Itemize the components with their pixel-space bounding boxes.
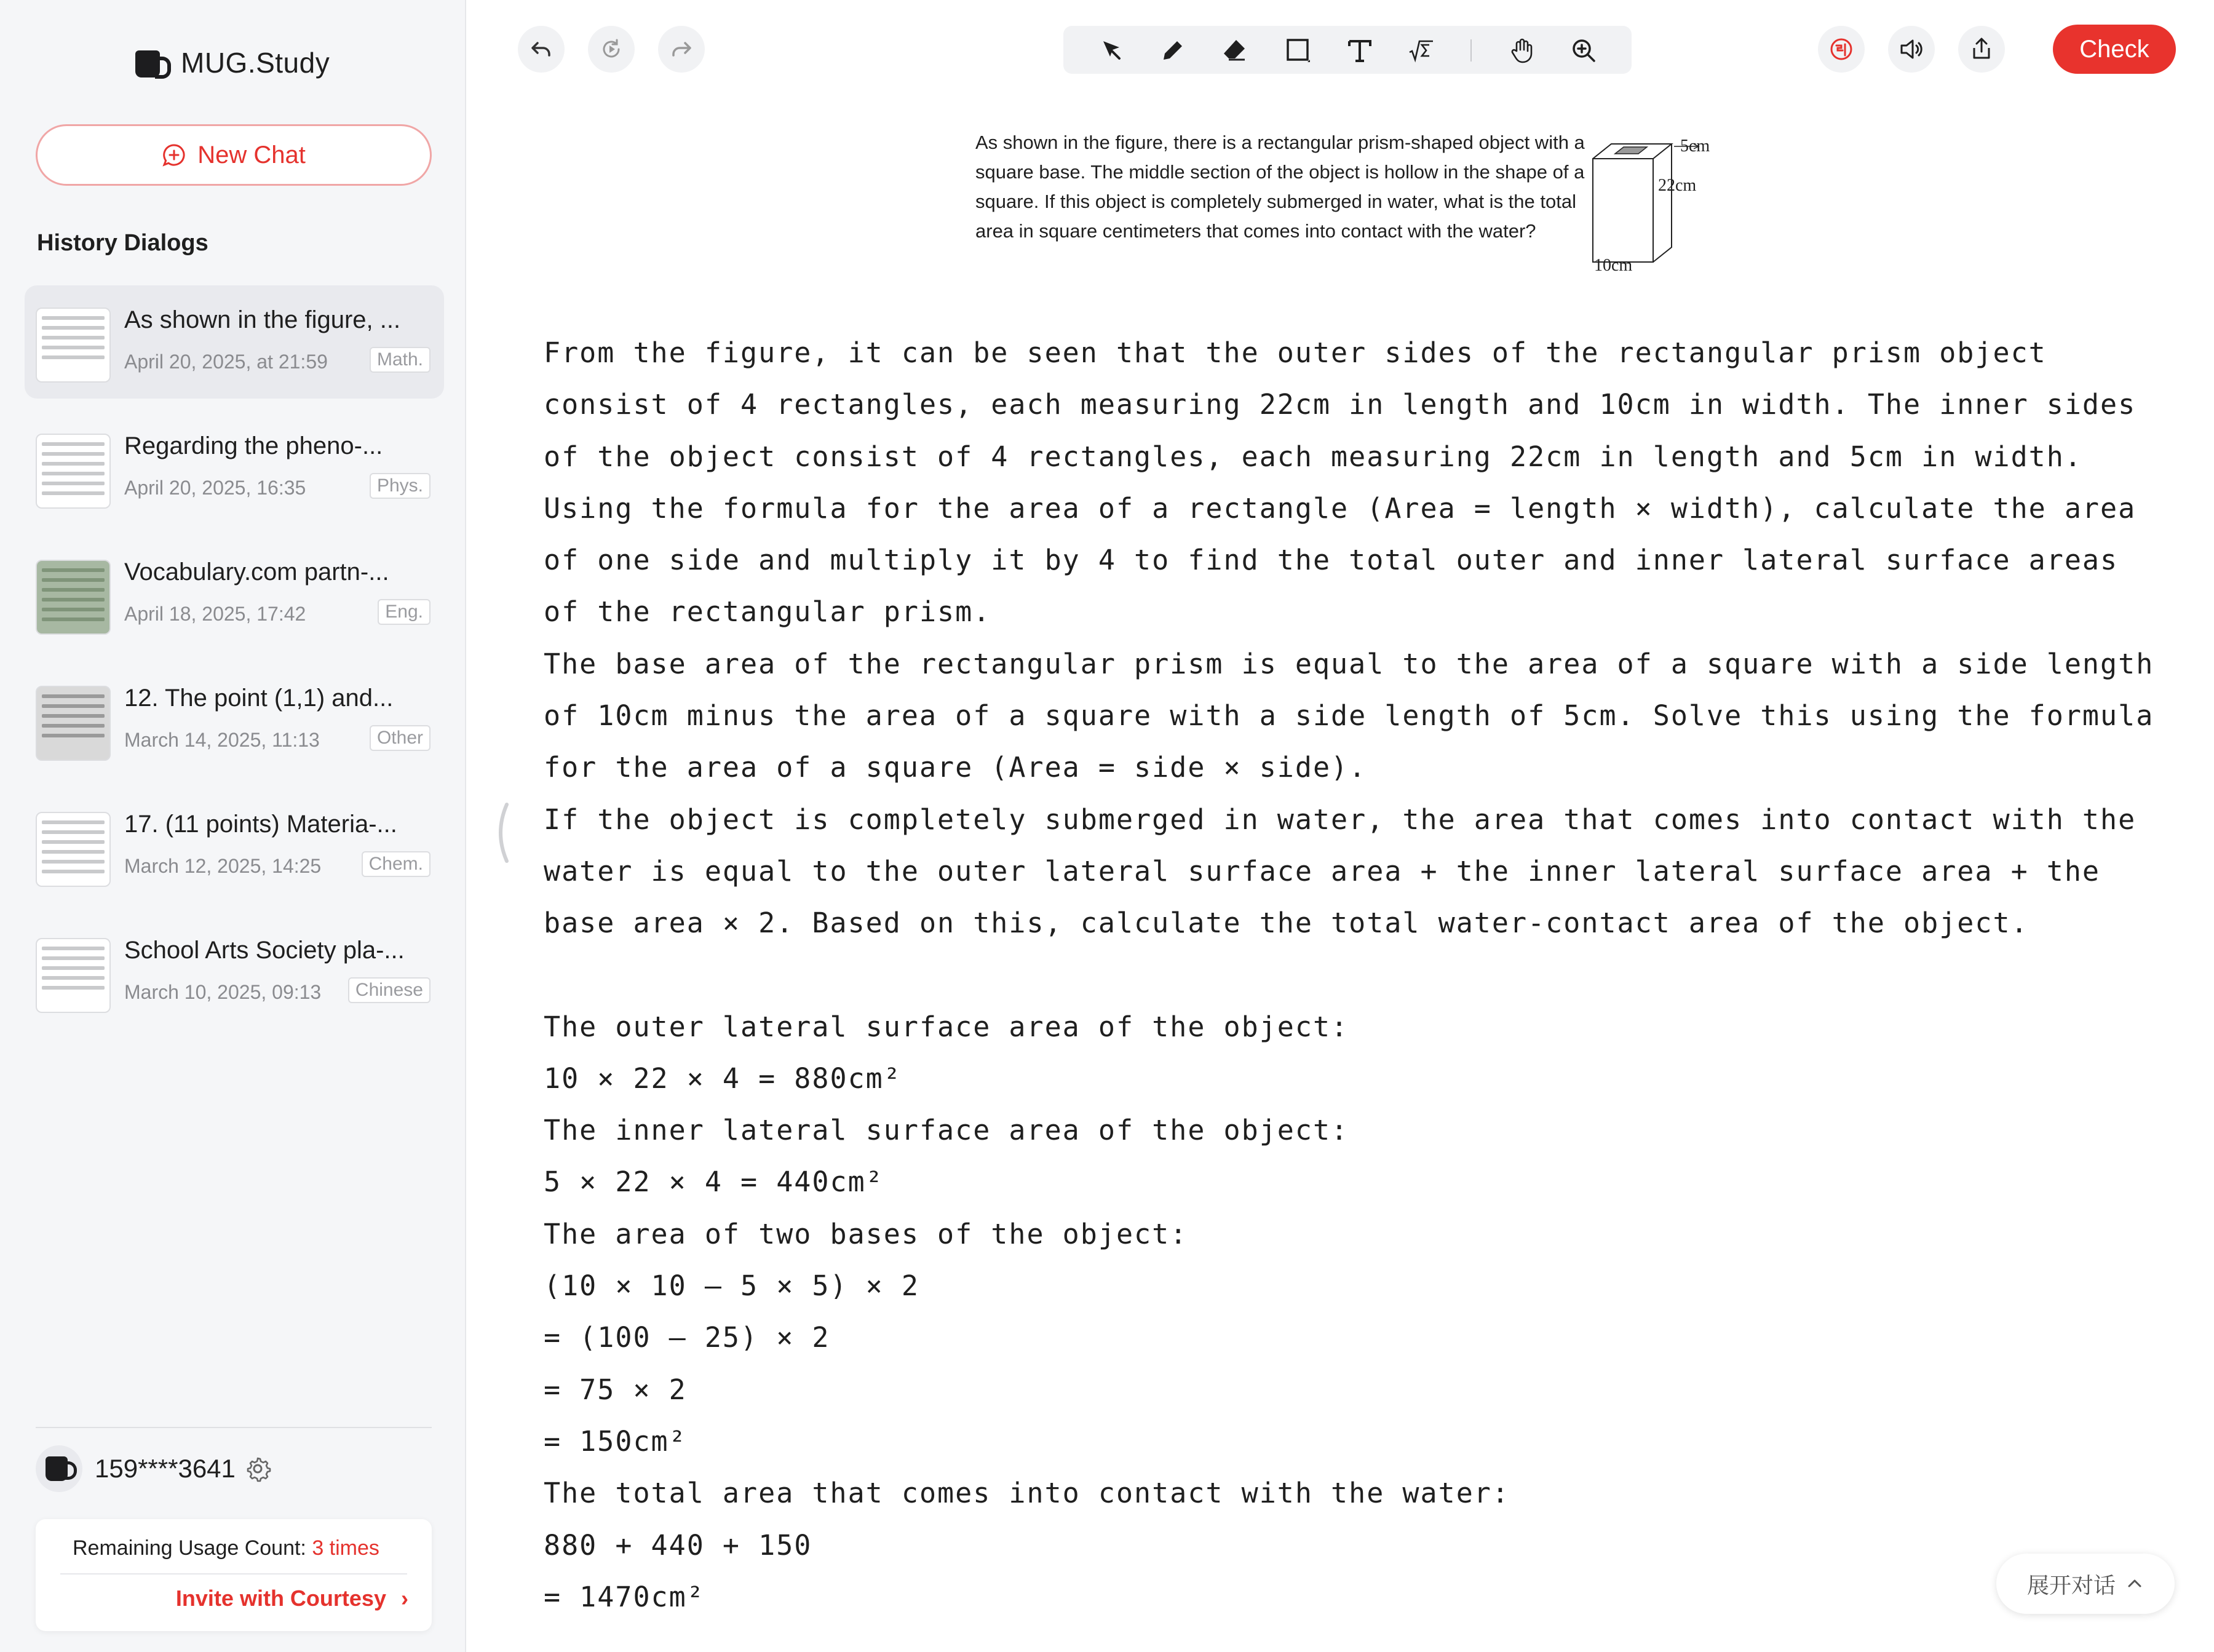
- chevron-up-icon: [2125, 1575, 2144, 1593]
- replay-button[interactable]: [588, 26, 635, 73]
- history-list: [25, 285, 444, 1042]
- pointer-tool[interactable]: [1094, 33, 1129, 68]
- eraser-icon: [1220, 36, 1248, 65]
- history-item-date: April 20, 2025, at 21:59: [124, 351, 328, 373]
- answer-line: = (100 — 25) × 2: [544, 1321, 830, 1354]
- history-thumbnail: [36, 434, 111, 509]
- answer-line: The area of two bases of the object:: [544, 1217, 1188, 1250]
- problem-text: As shown in the figure, there is a rectangular prism-shaped object with a square base. The middle section of the object is hollow in the shape of a square. If this object is completely submerged in water, what is the total area in square centimeters that comes into contact with the water?: [975, 132, 1585, 242]
- replay-icon: [599, 37, 624, 62]
- answer-line: = 75 × 2: [544, 1373, 687, 1406]
- answer-line: The outer lateral surface area of the object:: [544, 1010, 1349, 1043]
- history-item-tag: Eng.: [378, 599, 430, 625]
- text-icon: [1346, 36, 1374, 65]
- history-thumbnail: [36, 686, 111, 761]
- history-thumbnail: [36, 308, 111, 383]
- sidebar: [0, 0, 466, 1652]
- rectangle-tool[interactable]: [1281, 33, 1315, 68]
- history-item-tag: Math.: [370, 347, 430, 373]
- answer-paragraph: From the figure, it can be seen that the outer sides of the rectangular prism object consist of 4 rectangles, each measuring 22cm in length and 10cm in width. The inner sides of the object consist of 4 rectangles, each measuring 22cm in length and 5cm in width. Using the formula for the area of a rectangle (Area = length × width), calculate the area of one side and multiply it by 4 to find the total outer and inner lateral surface areas of the rectangular prism.: [544, 336, 2137, 629]
- check-button[interactable]: Check: [2053, 25, 2176, 74]
- undo-icon: [529, 37, 554, 62]
- history-item-date: March 10, 2025, 09:13: [124, 981, 322, 1003]
- answer-line: The total area that comes into contact with the water:: [544, 1477, 1510, 1510]
- zoom-in-icon: [1569, 36, 1598, 65]
- figure-label-top: 5cm: [1680, 137, 1710, 156]
- chat-plus-icon: [162, 143, 186, 167]
- avatar[interactable]: [36, 1445, 82, 1492]
- sidebar-divider: [36, 1427, 432, 1428]
- history-item[interactable]: [25, 790, 444, 903]
- usage-card: [36, 1519, 432, 1631]
- usage-label: Remaining Usage Count:: [73, 1536, 312, 1560]
- pencil-icon: [1159, 36, 1187, 65]
- text-tool[interactable]: [1343, 33, 1377, 68]
- answer-paragraph: The base area of the rectangular prism is equal to the area of a square with a side length of 10cm minus the area of a square with a side length of 5cm. Solve this using the formula for the area of a square (Area = side × side).: [544, 647, 2154, 784]
- collapse-bracket-icon[interactable]: [492, 802, 510, 864]
- formula-tool[interactable]: [1404, 33, 1438, 68]
- history-item-date: April 20, 2025, 16:35: [124, 477, 306, 499]
- brand-name: MUG.Study: [181, 47, 330, 79]
- history-title: History Dialogs: [37, 230, 208, 256]
- toolbar-divider: [1470, 39, 1472, 62]
- answer-line: 10 × 22 × 4 = 880cm²: [544, 1062, 902, 1095]
- redo-button[interactable]: [658, 26, 705, 73]
- eraser-tool[interactable]: [1217, 33, 1252, 68]
- history-item-date: March 12, 2025, 14:25: [124, 855, 322, 877]
- chevron-right-icon: ›: [401, 1586, 408, 1611]
- hand-tool[interactable]: [1505, 33, 1539, 68]
- share-button[interactable]: [1958, 26, 2005, 73]
- figure-label-base: 10cm: [1594, 256, 1633, 275]
- rectangle-icon: [1284, 36, 1312, 65]
- citation-icon: [1828, 36, 1855, 63]
- history-thumbnail: [36, 560, 111, 635]
- history-item[interactable]: [25, 916, 444, 1029]
- gear-icon[interactable]: [244, 1455, 271, 1482]
- expand-dialog-label: 展开对话: [2026, 1572, 2116, 1598]
- prism-figure: [1588, 137, 1736, 278]
- history-item[interactable]: [25, 538, 444, 651]
- history-item-title: Vocabulary.com partn-...: [124, 558, 389, 586]
- formula-icon: [1407, 36, 1435, 65]
- history-item-title: School Arts Society pla-...: [124, 937, 405, 964]
- brand[interactable]: [128, 38, 330, 87]
- speaker-icon: [1898, 36, 1925, 63]
- answer-paragraph: If the object is completely submerged in water, the area that comes into contact with the water is equal to the outer lateral surface area + the inner lateral surface area + the base area × 2. Based on this, calculate the total water-contact area of the object.: [544, 803, 2137, 940]
- history-item-date: April 18, 2025, 17:42: [124, 603, 306, 625]
- history-item-tag: Chem.: [362, 851, 430, 877]
- zoom-tool[interactable]: [1566, 33, 1601, 68]
- invite-label: Invite with Courtesy: [175, 1586, 386, 1611]
- history-item-title: 12. The point (1,1) and...: [124, 685, 394, 712]
- expand-dialog-button[interactable]: [1996, 1554, 2175, 1614]
- redo-icon: [669, 37, 694, 62]
- citation-button[interactable]: [1818, 26, 1865, 73]
- invite-link[interactable]: [176, 1586, 408, 1611]
- answer-body: [544, 327, 2167, 1623]
- answer-line: 5 × 22 × 4 = 440cm²: [544, 1166, 884, 1199]
- history-item-tag: Chinese: [348, 977, 430, 1003]
- history-item-title: 17. (11 points) Materia-...: [124, 811, 397, 838]
- history-thumbnail: [36, 938, 111, 1013]
- answer-line: = 1470cm²: [544, 1580, 705, 1613]
- hand-icon: [1508, 36, 1536, 65]
- share-icon: [1968, 36, 1995, 63]
- figure-label-height: 22cm: [1658, 176, 1697, 195]
- history-item[interactable]: [25, 664, 444, 777]
- usage-divider: [60, 1573, 407, 1575]
- new-chat-label: New Chat: [197, 141, 306, 169]
- usage-count: 3 times: [312, 1536, 379, 1560]
- usage-line: [73, 1536, 379, 1560]
- history-item-title: As shown in the figure, ...: [124, 306, 401, 333]
- history-item[interactable]: [25, 411, 444, 525]
- history-item[interactable]: [25, 285, 444, 399]
- drawing-toolbar: [1063, 26, 1632, 74]
- answer-line: 880 + 440 + 150: [544, 1528, 812, 1562]
- history-thumbnail: [36, 812, 111, 887]
- user-phone: 159****3641: [95, 1454, 236, 1483]
- user-row: [36, 1444, 271, 1493]
- new-chat-button[interactable]: [36, 124, 432, 186]
- speaker-button[interactable]: [1888, 26, 1935, 73]
- undo-button[interactable]: [518, 26, 565, 73]
- pointer-icon: [1097, 36, 1125, 65]
- mug-logo-icon: [128, 41, 172, 85]
- answer-line: = 150cm²: [544, 1424, 687, 1458]
- history-item-date: March 14, 2025, 11:13: [124, 729, 320, 751]
- history-item-tag: Other: [370, 725, 430, 751]
- answer-line: (10 × 10 — 5 × 5) × 2: [544, 1269, 919, 1303]
- history-item-title: Regarding the pheno-...: [124, 432, 383, 459]
- history-item-tag: Phys.: [370, 473, 430, 499]
- pencil-tool[interactable]: [1156, 33, 1190, 68]
- answer-line: The inner lateral surface area of the object:: [544, 1114, 1349, 1147]
